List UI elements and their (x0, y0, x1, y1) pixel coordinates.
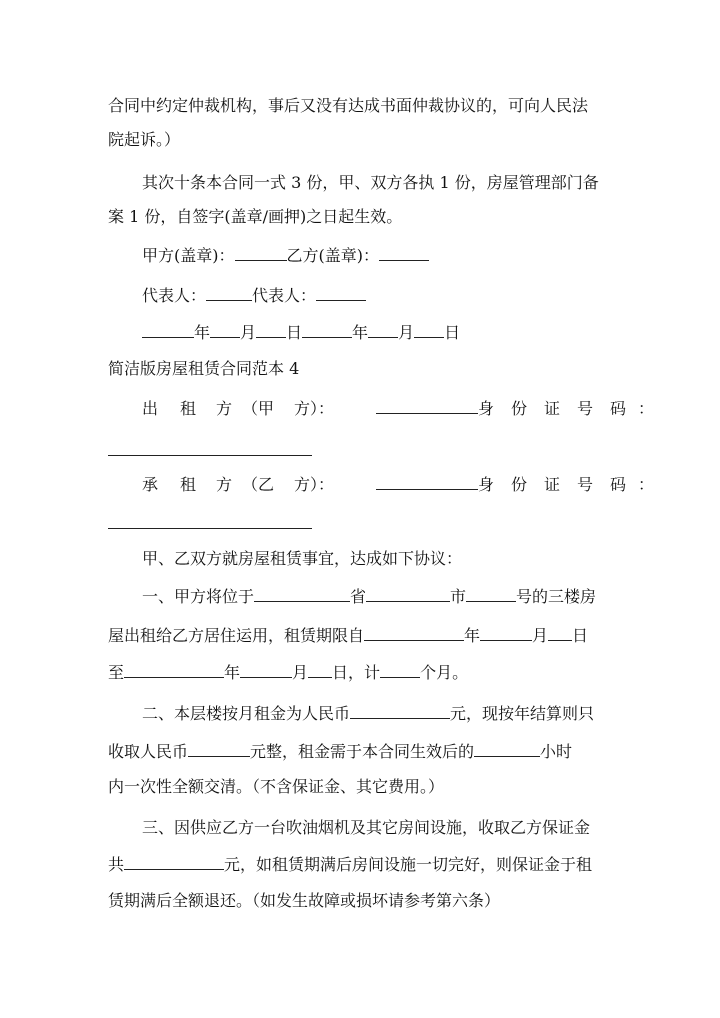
text-char: 码 (610, 399, 627, 418)
text-char: ： (638, 399, 655, 418)
text-span: 小时 (540, 742, 573, 761)
blank-field[interactable] (480, 624, 532, 641)
blank-field[interactable] (142, 321, 194, 338)
section-title: 简洁版房屋租赁合同范本 4 (108, 359, 300, 378)
text-span: 年 (464, 626, 481, 645)
text-char: 号 (577, 475, 594, 494)
text-span: 一、甲方将位于 (142, 587, 255, 606)
signature-line (142, 244, 429, 268)
party-a-seal-label: 甲方(盖章)： (142, 246, 235, 265)
party-b-seal-label: 乙方(盖章)： (286, 246, 379, 265)
blank-field[interactable] (366, 585, 450, 602)
blank-field[interactable] (188, 740, 250, 757)
article-1-line-3 (108, 661, 468, 685)
blank-field[interactable] (316, 284, 366, 301)
lessor-line (142, 397, 654, 421)
rep-b-label: 代表人： (252, 286, 317, 305)
paragraph-line: 院起诉。） (108, 130, 181, 149)
text-char: 证 (544, 399, 561, 418)
text-char: （乙 (242, 475, 275, 494)
paragraph-line: 甲、乙双方就房屋租赁事宜，达成如下协议： (142, 549, 463, 568)
text-char: （甲 (242, 399, 275, 418)
blank-field[interactable] (368, 321, 398, 338)
text-char: 方）： (294, 399, 335, 418)
text-span: 元，现按年结算则只 (450, 704, 595, 723)
text-span: 年 (224, 663, 241, 682)
blank-field[interactable] (548, 624, 572, 641)
blank-field[interactable] (380, 661, 420, 678)
paragraph-line: 其次十条本合同一式 3 份，甲、双方各执 1 份，房屋管理部门备 (142, 173, 599, 192)
day-label: 日 (286, 323, 303, 342)
text-span: 月 (292, 663, 309, 682)
month-label: 月 (398, 323, 415, 342)
date-line (142, 321, 460, 345)
blank-field[interactable] (254, 585, 350, 602)
blank-field[interactable] (364, 624, 464, 641)
text-char: 份 (511, 399, 528, 418)
text-span: 屋出租给乙方居住运用，租赁期限自 (108, 626, 365, 645)
blank-field[interactable] (474, 740, 540, 757)
text-span: 日 (572, 626, 589, 645)
blank-field[interactable] (308, 661, 332, 678)
blank-field[interactable] (210, 321, 240, 338)
blank-field[interactable] (124, 853, 224, 870)
paragraph-line: 赁期满后全额退还。（如发生故障或损坏请参考第六条） (108, 891, 501, 910)
text-char: 出 (142, 399, 159, 418)
paragraph-line: 合同中约定仲裁机构，事后又没有达成书面仲裁协议的，可向人民法 (108, 96, 589, 115)
text-char: 码 (610, 475, 627, 494)
year-label: 年 (194, 323, 211, 342)
text-char: 租 (180, 399, 197, 418)
blank-field[interactable] (235, 244, 287, 261)
text-char: 方 (216, 399, 233, 418)
month-label: 月 (240, 323, 257, 342)
lessee-line (142, 473, 654, 497)
text-char: 方）： (294, 475, 335, 494)
lessor-name-field[interactable] (376, 397, 478, 414)
blank-field[interactable] (350, 702, 450, 719)
text-span: 市 (450, 587, 467, 606)
text-span: 月 (532, 626, 549, 645)
blank-field[interactable] (206, 284, 252, 301)
lessor-id-field[interactable] (108, 455, 312, 456)
text-char: 号 (577, 399, 594, 418)
article-3-line-2 (108, 853, 592, 877)
text-span: 共 (108, 855, 125, 874)
text-char: ： (638, 475, 655, 494)
blank-field[interactable] (466, 585, 516, 602)
text-span: 个月。 (420, 663, 469, 682)
paragraph-line: 内一次性全额交清。（不含保证金、其它费用。） (108, 777, 445, 796)
text-span: 元整，租金需于本合同生效后的 (250, 742, 475, 761)
text-span: 至 (108, 663, 125, 682)
text-char: 承 (142, 475, 159, 494)
text-span: 二、本层楼按月租金为人民币 (142, 704, 351, 723)
paragraph-line: 三、因供应乙方一台吹油烟机及其它房间设施，收取乙方保证金 (142, 818, 591, 837)
text-char: 份 (511, 475, 528, 494)
text-span: 日，计 (332, 663, 381, 682)
rep-a-label: 代表人： (142, 286, 207, 305)
lessee-name-field[interactable] (376, 473, 478, 490)
text-char: 租 (180, 475, 197, 494)
text-char: 方 (216, 475, 233, 494)
text-char: 身 (478, 399, 495, 418)
year-label: 年 (352, 323, 369, 342)
article-1-line-1 (142, 585, 596, 609)
day-label: 日 (444, 323, 461, 342)
article-2-line-1 (142, 702, 594, 726)
blank-field[interactable] (124, 661, 224, 678)
blank-field[interactable] (256, 321, 286, 338)
blank-field[interactable] (414, 321, 444, 338)
text-span: 省 (350, 587, 367, 606)
blank-field[interactable] (240, 661, 292, 678)
text-char: 身 (478, 475, 495, 494)
article-2-line-2 (108, 740, 572, 764)
representative-line (142, 284, 366, 308)
lessee-id-field[interactable] (108, 528, 312, 529)
blank-field[interactable] (379, 244, 429, 261)
text-span: 元，如租赁期满后房间设施一切完好，则保证金于租 (224, 855, 593, 874)
paragraph-line: 案 1 份，自签字(盖章/画押)之日起生效。 (108, 207, 403, 226)
text-char: 证 (544, 475, 561, 494)
text-span: 号的三楼房 (516, 587, 597, 606)
blank-field[interactable] (302, 321, 352, 338)
text-span: 收取人民币 (108, 742, 189, 761)
article-1-line-2 (108, 624, 588, 648)
